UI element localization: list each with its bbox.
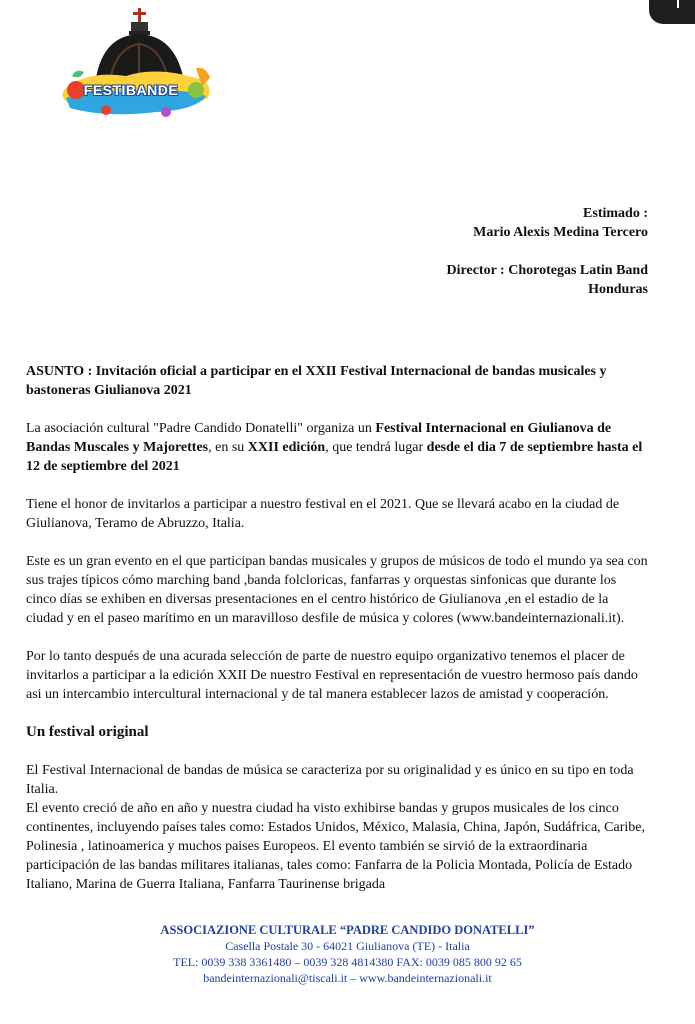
greeting: Estimado : <box>583 206 648 221</box>
recipient-name: Mario Alexis Medina Tercero <box>473 225 648 240</box>
recipient-title: Director : Chorotegas Latin Band <box>446 263 648 278</box>
recipient-block <box>447 204 648 299</box>
subject-line: ASUNTO : Invitación oficial a participar en el XXII Festival Internacional de bandas musicales y bastoneras Giulianova 2021 <box>26 364 607 398</box>
footer-address: Casella Postale 30 - 64021 Giulianova (TE) - Italia <box>225 939 470 953</box>
logo-graphic <box>46 6 216 124</box>
festibande-logo <box>46 6 216 124</box>
overlay-corner-button[interactable] <box>649 0 695 24</box>
footer-contacts: bandeinternazionali@tiscali.it – www.bandeinternazionali.it <box>203 971 492 985</box>
paragraph-event: Este es un gran evento en el que participan bandas musicales y grupos de músicos de todo el mundo ya sea con sus trajes típicos cómo marching band ,banda folcloricas, fanfarras y orquestas sinfonicas que durante los cinco días se exhiben en diversas presentaciones en el centro histórico de Giulianova ,en el estadio de la ciudad y en el paseo marítimo en un maravilloso desfile de música y colores (www.bandeinternazionali.it). <box>26 554 648 626</box>
footer-organization: ASSOCIAZIONE CULTURALE “PADRE CANDIDO DONATELLI” <box>160 923 535 937</box>
paragraph-selection: Por lo tanto después de una acurada selección de parte de nuestro equipo organizativo tenemos el placer de invitarlos a participar a la edición XXII De nuestro Festival en representación de vuestro hermoso país dando asi un intercambio intercultural internacional y de tal manera establecer lazos de amistad y cooperación. <box>26 649 638 702</box>
letter-body <box>26 362 648 913</box>
letter-footer <box>0 922 695 986</box>
paragraph-history: El evento creció de año en año y nuestra ciudad ha visto exhibirse bandas y grupos musicales de los cinco continentes, incluyendo países tales como: Estados Unidos, México, Malasia, China, Japón, Sudáfrica, Caribe, Polinesia , latinoamerica y muchos paises Europeos. El evento también se sirvió de la extraordinaria participación de las bandas militares italianas, tales como: Fanfarra de la Policìa Montada, Policía de Estado Italiano, Marina de Guerra Italiana, Fanfarra Taurinense brigada <box>26 801 645 892</box>
logo-text: FESTIBANDE <box>83 82 179 98</box>
paragraph-original: El Festival Internacional de bandas de música se caracteriza por su originalidad y es único en su tipo en toda Italia. <box>26 763 634 797</box>
footer-phones: TEL: 0039 338 3361480 – 0039 328 4814380 FAX: 0039 085 800 92 65 <box>173 955 522 969</box>
section-heading: Un festival original <box>26 724 149 740</box>
paragraph-invitation: Tiene el honor de invitarlos a participar a nuestro festival en el 2021. Que se llevará acabo en la ciudad de Giulianova, Teramo de Abruzzo, Italia. <box>26 497 620 531</box>
paragraph-intro: La asociación cultural "Padre Candido Donatelli" organiza un Festival Internacional en Giulianova de Bandas Muscales y Majorettes, en su XXII edición, que tendrá lugar desde el dia 7 de septiembre hasta el 12 de septiembre del 2021 <box>26 421 643 474</box>
recipient-country: Honduras <box>588 282 648 297</box>
